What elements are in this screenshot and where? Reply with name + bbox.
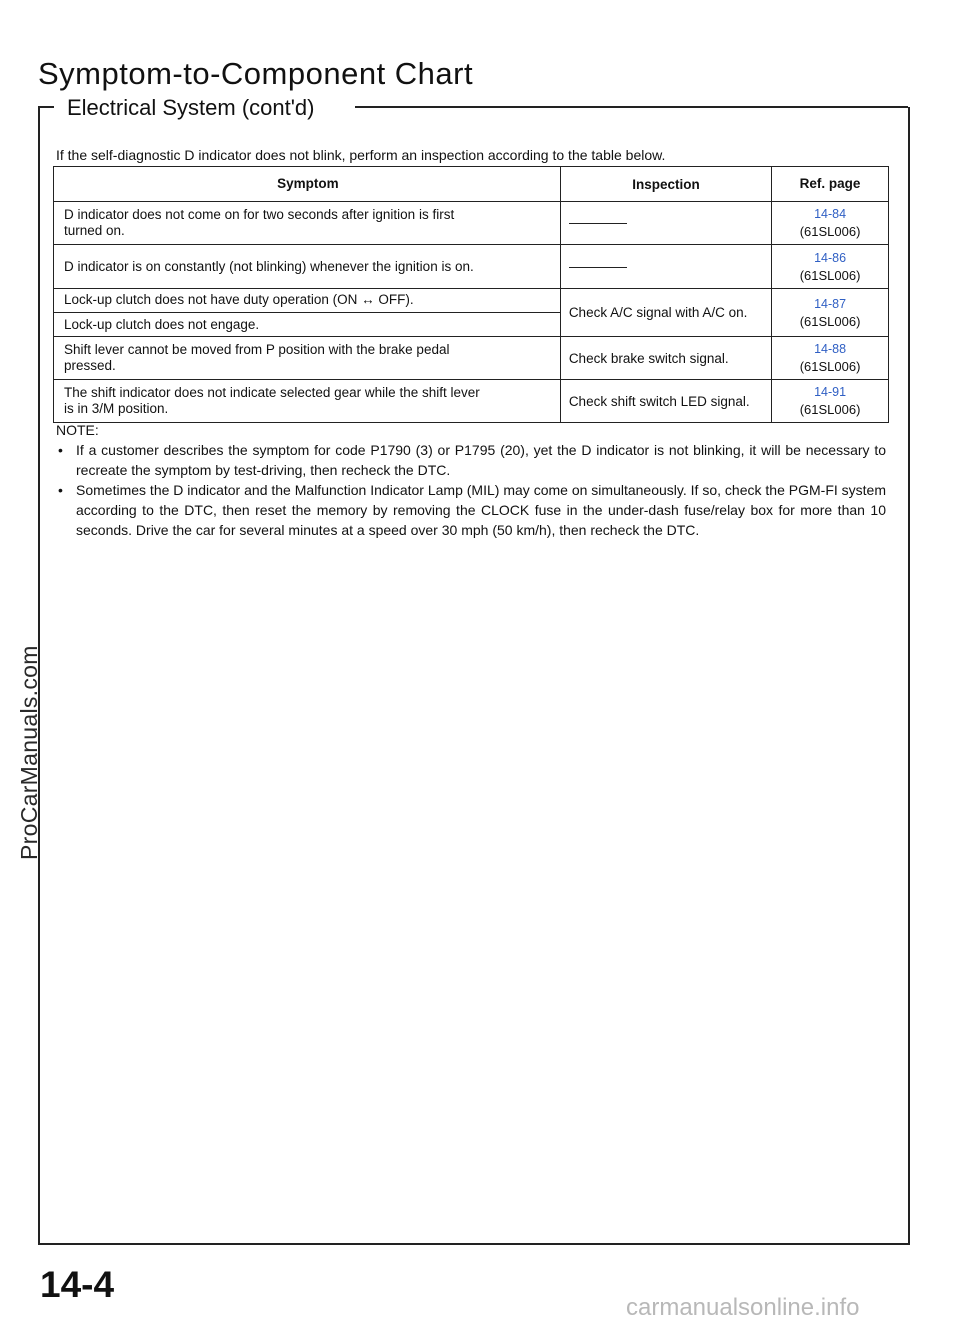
table-row: [54, 245, 889, 289]
notes-list: [56, 440, 886, 540]
ref-cell: [772, 245, 889, 289]
symptom-text: is in 3/M position.: [64, 401, 169, 416]
header-inspection: Inspection: [560, 167, 771, 202]
table-row: [54, 289, 889, 337]
ref-code: (61SL006): [799, 267, 861, 283]
ref-cell: [772, 202, 889, 245]
symptom-text: D indicator does not come on for two seconds after ignition is first: [64, 207, 455, 222]
symptom-table: [53, 166, 889, 423]
ref-code: (61SL006): [799, 359, 861, 374]
table-row: [54, 337, 889, 380]
table-header-row: [54, 167, 889, 202]
page-title: Symptom-to-Component Chart: [38, 56, 474, 91]
symptom-cell: [54, 337, 561, 380]
ref-cell: [772, 380, 889, 423]
note-item: • Sometimes the D indicator and the Malfunction Indicator Lamp (MIL) may come on simultaneously. If so, check the PGM-FI system according to the DTC, then reset the memory by removing the CLOCK fuse in the under-dash fuse/relay box for more than 10 seconds. Drive the car for several minutes at a speed over 30 mph (50 km/h), then recheck the DTC.: [56, 480, 886, 540]
ref-code: (61SL006): [799, 313, 861, 329]
inspection-cell: Check A/C signal with A/C on.: [560, 289, 771, 337]
ref-page-link[interactable]: 14-88: [814, 342, 847, 356]
watermark-text: ProCarManuals.com: [16, 645, 42, 860]
inspection-cell: [560, 245, 771, 289]
ref-page-link[interactable]: 14-87: [814, 296, 847, 311]
symptom-text: turned on.: [64, 223, 125, 238]
ref-cell: [772, 289, 889, 337]
symptom-cell: [54, 289, 561, 337]
ref-page-link[interactable]: 14-91: [814, 385, 847, 399]
ref-page-link[interactable]: 14-84: [814, 207, 847, 221]
notes-section: [56, 420, 886, 540]
inspection-cell: Check brake switch signal.: [560, 337, 771, 380]
header-ref-page: Ref. page: [772, 167, 889, 202]
symptom-text: Shift lever cannot be moved from P position with the brake pedal: [64, 342, 450, 357]
symptom-cell: [54, 245, 561, 289]
ref-code: (61SL006): [799, 402, 861, 417]
header-symptom: Symptom: [54, 167, 561, 202]
table-row: [54, 380, 889, 423]
section-subtitle: Electrical System (cont'd): [63, 95, 319, 121]
symptom-text: D indicator is on constantly (not blinking) whenever the ignition is on.: [64, 258, 474, 274]
inspection-cell: [560, 202, 771, 245]
intro-text: If the self-diagnostic D indicator does not blink, perform an inspection according to the table below.: [56, 147, 666, 163]
symptom-cell: [54, 202, 561, 245]
symptom-text: The shift indicator does not indicate selected gear while the shift lever: [64, 385, 480, 400]
inspection-cell: Check shift switch LED signal.: [560, 380, 771, 423]
site-footer-text: carmanualsonline.info: [626, 1294, 860, 1321]
table-row: [54, 202, 889, 245]
ref-code: (61SL006): [799, 224, 861, 239]
inspection-dash: [569, 223, 627, 224]
note-item: • If a customer describes the symptom for code P1790 (3) or P1795 (20), yet the D indicator is not blinking, it will be necessary to recreate the symptom by test-driving, then recheck the DTC.: [56, 440, 886, 480]
notes-heading: NOTE:: [56, 422, 99, 438]
symptom-text: Lock-up clutch does not have duty operation (ON ↔ OFF).: [64, 292, 414, 307]
ref-cell: [772, 337, 889, 380]
symptom-text: Lock-up clutch does not engage.: [54, 312, 560, 333]
symptom-text: pressed.: [64, 358, 116, 373]
symptom-cell: [54, 380, 561, 423]
page-number: 14-4: [40, 1264, 115, 1305]
ref-page-link[interactable]: 14-86: [814, 250, 847, 265]
inspection-dash: [569, 267, 627, 268]
